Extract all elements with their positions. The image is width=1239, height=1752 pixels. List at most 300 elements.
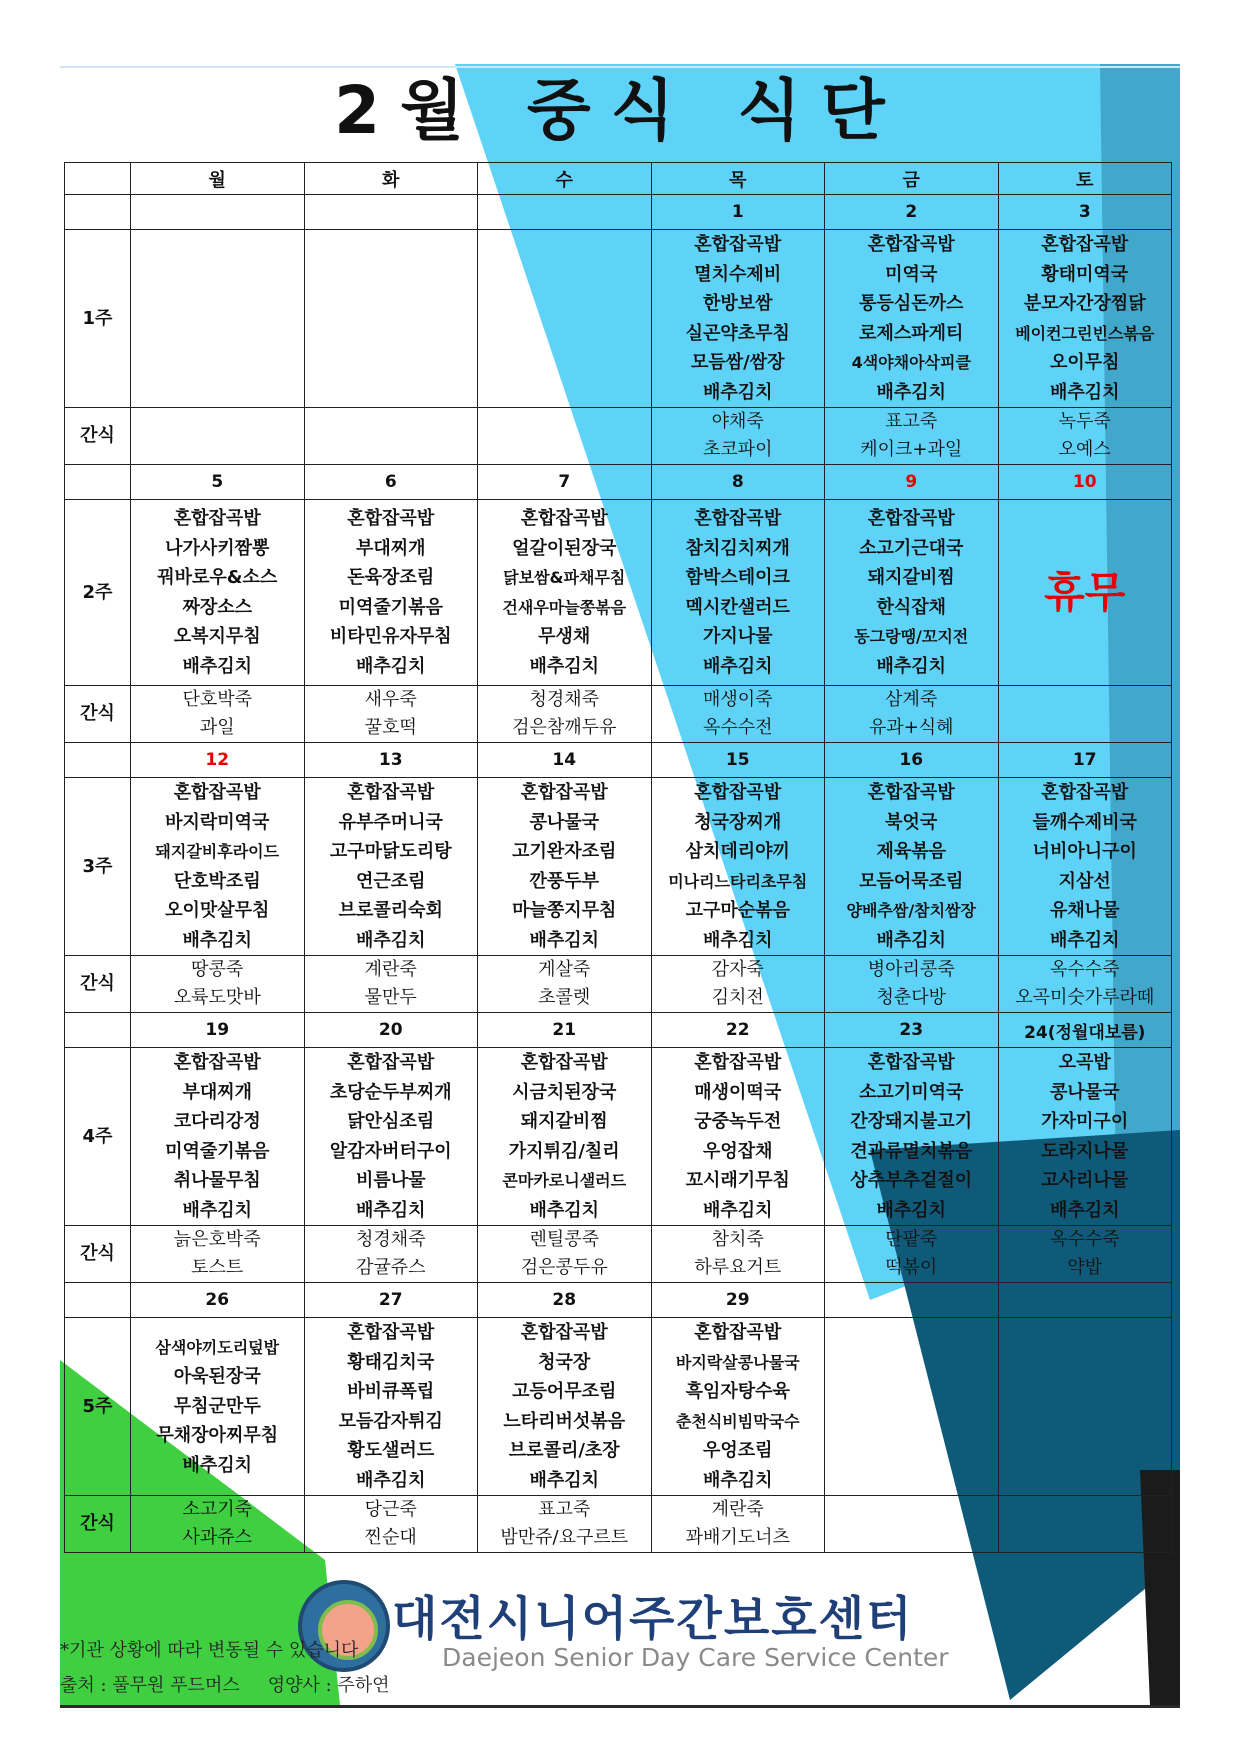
menu-item: 혼합잡곡밥 — [1041, 782, 1129, 803]
menu-item: 오복지무침 — [173, 626, 261, 647]
menu-item: 꿔바로우&소스 — [157, 567, 278, 588]
snack-item: 오륙도맛바 — [173, 987, 261, 1008]
menu-item: 유부주머니국 — [338, 811, 443, 833]
snack-item: 단팥죽 — [885, 1229, 938, 1250]
date-cell: 22 — [651, 1013, 825, 1048]
menu-item: 로제스파게티 — [859, 322, 964, 344]
meal-cell — [478, 230, 652, 408]
holiday-label: 휴무 — [1044, 567, 1126, 617]
snack-item: 참치죽 — [711, 1229, 764, 1250]
snack-cell — [478, 408, 652, 465]
menu-item: 돼지갈비찜 — [520, 1111, 608, 1132]
date-cell: 3 — [998, 195, 1172, 230]
menu-item: 돼지갈비후라이드 — [155, 842, 280, 861]
menu-item: 혼합잡곡밥 — [347, 508, 435, 529]
menu-item: 닭보쌈&파채무침 — [503, 568, 626, 587]
snack-item: 감귤쥬스 — [355, 1257, 426, 1278]
menu-item: 혼합잡곡밥 — [520, 508, 608, 529]
menu-item: 취나물무침 — [173, 1170, 261, 1191]
date-cell: 5 — [131, 465, 305, 500]
meal-cell — [131, 1318, 305, 1496]
snack-item: 계란죽 — [711, 1499, 764, 1520]
day-header: 수 — [478, 163, 652, 195]
date-cell: 28 — [478, 1283, 652, 1318]
snack-cell — [998, 956, 1172, 1013]
menu-item: 배추김치 — [702, 929, 773, 951]
menu-item: 배추김치 — [1049, 929, 1120, 951]
menu-item: 혼합잡곡밥 — [173, 508, 261, 529]
menu-item: 배추김치 — [355, 655, 426, 677]
snack-cell — [825, 686, 999, 743]
menu-item: 배추김치 — [876, 929, 947, 951]
day-header: 목 — [651, 163, 825, 195]
menu-item: 지삼선 — [1058, 870, 1111, 892]
menu-item: 코다리강정 — [173, 1111, 261, 1132]
snack-item: 토스트 — [191, 1257, 244, 1278]
credits — [60, 1671, 418, 1697]
menu-item: 소고기미역국 — [859, 1081, 964, 1103]
snack-label: 간식 — [65, 686, 131, 743]
weekday-header-row — [65, 163, 1172, 195]
menu-item: 부대찌개 — [355, 537, 426, 559]
snack-label: 간식 — [65, 1226, 131, 1283]
menu-item: 한식잡채 — [876, 596, 947, 618]
snack-item: 초코파이 — [702, 439, 773, 460]
source-text: 출처 : 풀무원 푸드머스 — [60, 1675, 240, 1696]
menu-item: 상추부추겉절이 — [850, 1170, 973, 1191]
menu-item: 배추김치 — [355, 1469, 426, 1491]
date-cell: 14 — [478, 743, 652, 778]
snack-cell — [825, 956, 999, 1013]
menu-item: 알감자버터구이 — [329, 1140, 452, 1162]
snack-item: 단호박죽 — [182, 689, 253, 710]
meal-cell — [825, 778, 999, 956]
date-cell — [825, 1283, 999, 1318]
snack-item: 표고죽 — [538, 1499, 591, 1520]
meal-cell — [478, 500, 652, 686]
menu-item: 바지락미역국 — [165, 811, 270, 833]
menu-item: 함박스테이크 — [685, 567, 790, 588]
menu-item: 배추김치 — [702, 1469, 773, 1491]
menu-item: 분모자간장찜닭 — [1023, 293, 1146, 314]
menu-item: 간장돼지불고기 — [850, 1111, 973, 1132]
menu-item: 브로콜리숙회 — [338, 900, 443, 921]
meal-cell — [478, 778, 652, 956]
snack-cell — [825, 1226, 999, 1283]
snack-row — [65, 1496, 1172, 1553]
center-name-english: Daejeon Senior Day Care Service Center — [442, 1643, 949, 1672]
menu-item: 깐풍두부 — [529, 870, 600, 892]
menu-item: 고등어무조림 — [512, 1381, 617, 1402]
menu-item: 황태김치국 — [347, 1351, 435, 1373]
menu-item: 건새우마늘쫑볶음 — [502, 597, 627, 617]
menu-item: 미역국 — [885, 263, 938, 285]
menu-item: 짜장소스 — [182, 596, 253, 618]
menu-item: 시금치된장국 — [512, 1081, 617, 1103]
menu-item: 삼치데리야끼 — [685, 841, 790, 862]
menu-item: 배추김치 — [182, 655, 253, 677]
date-cell: 7 — [478, 465, 652, 500]
menu-item: 혼합잡곡밥 — [520, 1322, 608, 1343]
menu-item: 멸치수제비 — [694, 263, 782, 285]
day-header: 월 — [131, 163, 305, 195]
snack-item: 땅콩죽 — [191, 959, 244, 980]
snack-item: 밤만쥬/요구르트 — [500, 1527, 629, 1548]
snack-label: 간식 — [65, 408, 131, 465]
meal-cell — [304, 1048, 478, 1226]
date-row-spacer — [65, 1283, 131, 1318]
menu-item: 혼합잡곡밥 — [867, 234, 955, 255]
menu-item: 얼갈이된장국 — [512, 537, 617, 559]
snack-cell — [478, 1226, 652, 1283]
menu-item: 청국장찌개 — [694, 811, 782, 833]
menu-item: 우엉조림 — [702, 1440, 773, 1461]
snack-cell — [304, 686, 478, 743]
menu-item: 미역줄기볶음 — [338, 596, 443, 618]
date-cell: 16 — [825, 743, 999, 778]
menu-item: 닭안심조림 — [347, 1111, 435, 1132]
snack-cell — [131, 1226, 305, 1283]
menu-item: 무채장아찌무침 — [156, 1425, 279, 1447]
menu-item: 한방보쌈 — [702, 293, 773, 314]
menu-item: 혼합잡곡밥 — [694, 1322, 782, 1343]
menu-item: 돼지갈비찜 — [867, 567, 955, 588]
snack-cell — [998, 408, 1172, 465]
date-row — [65, 743, 1172, 778]
week-label: 5주 — [65, 1318, 131, 1496]
menu-item: 궁중녹두전 — [694, 1111, 782, 1132]
snack-cell — [478, 956, 652, 1013]
meal-cell — [131, 230, 305, 408]
menu-item: 들깨수제비국 — [1032, 811, 1137, 833]
menu-item: 가지나물 — [702, 626, 773, 647]
date-row — [65, 1013, 1172, 1048]
menu-item: 고기완자조림 — [512, 841, 617, 862]
snack-cell — [825, 1496, 999, 1553]
menu-item: 모듬쌈/쌈장 — [690, 352, 785, 373]
page-title: 2월 중식 식단 — [334, 72, 905, 149]
snack-row — [65, 956, 1172, 1013]
menu-item: 삼색야끼도리덮밥 — [155, 1337, 280, 1357]
snack-item: 옥수수죽 — [1049, 959, 1120, 980]
menu-item: 배추김치 — [876, 381, 947, 403]
snack-item: 감자죽 — [711, 959, 764, 980]
menu-item: 유채나물 — [1049, 900, 1120, 921]
date-cell: 13 — [304, 743, 478, 778]
meal-cell — [651, 230, 825, 408]
snack-cell — [478, 686, 652, 743]
snack-item: 계란죽 — [364, 959, 417, 980]
menu-item: 배추김치 — [529, 655, 600, 677]
snack-cell — [304, 1226, 478, 1283]
date-cell: 20 — [304, 1013, 478, 1048]
menu-item: 브로콜리/초장 — [508, 1440, 620, 1461]
menu-item: 혼합잡곡밥 — [694, 782, 782, 803]
menu-item: 배추김치 — [876, 655, 947, 677]
menu-item: 소고기근대국 — [859, 537, 964, 559]
menu-item: 부대찌개 — [182, 1081, 253, 1103]
snack-item: 유과+식혜 — [868, 717, 954, 738]
date-cell: 10 — [998, 465, 1172, 500]
menu-item: 바비큐폭립 — [347, 1381, 435, 1402]
menu-item: 배추김치 — [876, 1199, 947, 1221]
menu-item: 연근조림 — [355, 870, 426, 892]
menu-item: 제육볶음 — [876, 841, 947, 862]
menu-table-body — [65, 163, 1172, 1553]
date-cell: 21 — [478, 1013, 652, 1048]
menu-item: 미역줄기볶음 — [165, 1140, 270, 1162]
meal-cell — [304, 1318, 478, 1496]
menu-item: 우엉잡채 — [702, 1140, 773, 1162]
snack-cell — [131, 1496, 305, 1553]
date-cell: 12 — [131, 743, 305, 778]
meal-cell — [131, 1048, 305, 1226]
menu-item: 4색야채아삭피클 — [851, 353, 971, 372]
menu-item: 양배추쌈/참치쌈장 — [846, 901, 976, 920]
day-header: 화 — [304, 163, 478, 195]
date-cell — [304, 195, 478, 230]
snack-cell — [651, 1496, 825, 1553]
menu-item: 가지튀김/칠리 — [508, 1140, 620, 1162]
menu-item: 단호박조림 — [173, 870, 261, 892]
snack-cell — [825, 408, 999, 465]
menu-item: 배추김치 — [182, 1199, 253, 1221]
menu-item: 혼합잡곡밥 — [347, 782, 435, 803]
notice-text: *기관 상황에 따라 변동될 수 있습니다 — [60, 1640, 359, 1661]
date-row-spacer — [65, 743, 131, 778]
date-cell: 17 — [998, 743, 1172, 778]
menu-item: 배추김치 — [1049, 381, 1120, 403]
snack-row — [65, 408, 1172, 465]
meal-cell — [478, 1318, 652, 1496]
menu-item: 아욱된장국 — [173, 1366, 261, 1388]
menu-item: 고사리나물 — [1041, 1170, 1129, 1191]
snack-item: 새우죽 — [364, 689, 417, 710]
meal-cell — [304, 230, 478, 408]
date-cell: 27 — [304, 1283, 478, 1318]
snack-label: 간식 — [65, 956, 131, 1013]
snack-item: 오곡미숫가루라떼 — [1015, 987, 1155, 1008]
date-row — [65, 1283, 1172, 1318]
meal-row — [65, 778, 1172, 956]
snack-cell — [131, 956, 305, 1013]
snack-item: 약밥 — [1067, 1257, 1103, 1278]
meal-cell — [998, 1318, 1172, 1496]
menu-item: 모듬어묵조림 — [859, 870, 964, 892]
menu-item: 혼합잡곡밥 — [867, 782, 955, 803]
menu-item: 청국장 — [538, 1351, 591, 1373]
meal-row — [65, 1048, 1172, 1226]
snack-item: 늙은호박죽 — [173, 1229, 261, 1250]
menu-item: 무생채 — [538, 626, 591, 647]
menu-item: 혼합잡곡밥 — [1041, 234, 1129, 255]
week-label: 1주 — [65, 230, 131, 408]
menu-item: 혼합잡곡밥 — [867, 508, 955, 529]
menu-item: 춘천식비빔막국수 — [675, 1411, 800, 1431]
menu-item: 배추김치 — [529, 1469, 600, 1491]
snack-item: 게살죽 — [538, 959, 591, 980]
date-cell: 1 — [651, 195, 825, 230]
snack-item: 물만두 — [364, 987, 417, 1008]
snack-item: 야채죽 — [711, 411, 764, 432]
menu-table — [64, 162, 1172, 1553]
menu-item: 나가사키짬뽕 — [165, 537, 270, 559]
snack-item: 검은참깨두유 — [512, 717, 617, 738]
snack-item: 소고기죽 — [182, 1499, 253, 1520]
snack-item: 청경채죽 — [355, 1229, 426, 1250]
snack-cell — [304, 1496, 478, 1553]
snack-item: 검은콩두유 — [520, 1257, 608, 1278]
menu-item: 배추김치 — [529, 1199, 600, 1221]
menu-item: 혼합잡곡밥 — [694, 508, 782, 529]
snack-row — [65, 1226, 1172, 1283]
menu-item: 초당순두부찌개 — [329, 1081, 452, 1103]
date-row-spacer — [65, 1013, 131, 1048]
meal-cell — [998, 778, 1172, 956]
snack-item: 옥수수죽 — [1049, 1229, 1120, 1250]
menu-item: 배추김치 — [355, 1199, 426, 1221]
meal-row — [65, 230, 1172, 408]
date-cell: 29 — [651, 1283, 825, 1318]
menu-item: 비타민유자무침 — [329, 626, 452, 647]
menu-item: 꼬시래기무침 — [685, 1170, 790, 1191]
meal-cell — [304, 778, 478, 956]
menu-item: 가자미구이 — [1041, 1111, 1129, 1132]
menu-item: 멕시칸샐러드 — [685, 596, 790, 618]
menu-item: 혼합잡곡밥 — [694, 234, 782, 255]
snack-item: 초콜렛 — [538, 987, 591, 1008]
date-cell: 2 — [825, 195, 999, 230]
menu-item: 황도샐러드 — [347, 1440, 435, 1461]
menu-item: 혼합잡곡밥 — [694, 1052, 782, 1073]
snack-label: 간식 — [65, 1496, 131, 1553]
menu-item: 도라지나물 — [1041, 1140, 1129, 1162]
date-cell: 26 — [131, 1283, 305, 1318]
menu-item: 북엇국 — [885, 811, 938, 833]
snack-cell — [651, 408, 825, 465]
menu-item: 배추김치 — [702, 655, 773, 677]
snack-item: 삼계죽 — [885, 689, 938, 710]
snack-item: 꽈배기도너츠 — [685, 1527, 790, 1548]
menu-item: 배추김치 — [702, 1199, 773, 1221]
meal-cell — [651, 500, 825, 686]
date-row — [65, 465, 1172, 500]
meal-cell — [998, 1048, 1172, 1226]
menu-item: 무침군만두 — [173, 1395, 261, 1417]
date-cell: 8 — [651, 465, 825, 500]
snack-item: 하루요거트 — [694, 1257, 782, 1278]
meal-row — [65, 1318, 1172, 1496]
week-label: 2주 — [65, 500, 131, 686]
snack-cell — [998, 1496, 1172, 1553]
menu-item: 황태미역국 — [1041, 263, 1129, 285]
date-cell: 24(정월대보름) — [998, 1013, 1172, 1048]
menu-item: 고구마순볶음 — [685, 900, 790, 921]
menu-item: 참치김치찌개 — [685, 537, 790, 559]
snack-item: 표고죽 — [885, 411, 938, 432]
menu-item: 혼합잡곡밥 — [173, 1052, 261, 1073]
menu-item: 오이맛살무침 — [165, 900, 270, 921]
date-row — [65, 195, 1172, 230]
menu-item: 혼합잡곡밥 — [173, 782, 261, 803]
week-label: 4주 — [65, 1048, 131, 1226]
meal-cell — [825, 1318, 999, 1496]
day-header: 토 — [998, 163, 1172, 195]
center-name: 대전시니어주간보호센터 — [392, 1592, 914, 1647]
menu-item: 콩나물국 — [1049, 1081, 1120, 1103]
snack-item: 병아리콩죽 — [867, 959, 955, 980]
snack-item: 매생이죽 — [702, 689, 773, 710]
menu-item: 느타리버섯볶음 — [503, 1410, 626, 1432]
snack-cell — [651, 956, 825, 1013]
date-cell: 9 — [825, 465, 999, 500]
snack-item: 청경채죽 — [529, 689, 600, 710]
meal-cell — [651, 1048, 825, 1226]
menu-item: 혼합잡곡밥 — [520, 1052, 608, 1073]
date-cell — [478, 195, 652, 230]
snack-item: 케이크+과일 — [860, 439, 963, 460]
snack-item: 녹두죽 — [1058, 411, 1111, 432]
date-cell: 23 — [825, 1013, 999, 1048]
snack-cell — [998, 1226, 1172, 1283]
nutritionist-text: 영양사 : 주하연 — [267, 1675, 390, 1696]
date-cell: 15 — [651, 743, 825, 778]
menu-item: 돈육장조림 — [347, 567, 435, 588]
day-header: 금 — [825, 163, 999, 195]
snack-cell — [304, 956, 478, 1013]
snack-cell — [651, 686, 825, 743]
snack-item: 렌틸콩죽 — [529, 1229, 600, 1250]
menu-item: 오곡밥 — [1058, 1052, 1111, 1073]
menu-item: 고구마닭도리탕 — [329, 841, 452, 862]
snack-item: 옥수수전 — [702, 717, 773, 738]
snack-row — [65, 686, 1172, 743]
snack-cell — [131, 408, 305, 465]
menu-item: 매생이떡국 — [694, 1081, 782, 1103]
snack-cell — [304, 408, 478, 465]
menu-item: 바지락살콩나물국 — [675, 1352, 800, 1372]
menu-item: 흑임자탕수육 — [685, 1381, 790, 1402]
meal-cell — [304, 500, 478, 686]
menu-item: 모듬감자튀김 — [338, 1410, 443, 1432]
snack-cell — [998, 686, 1172, 743]
menu-item: 너비아니구이 — [1032, 841, 1137, 862]
snack-item: 당근죽 — [364, 1499, 417, 1520]
snack-item: 청춘다방 — [876, 987, 947, 1008]
meal-cell — [651, 778, 825, 956]
snack-item: 과일 — [199, 717, 235, 738]
date-row-spacer — [65, 465, 131, 500]
snack-item: 김치전 — [711, 987, 764, 1008]
menu-item: 실곤약초무침 — [685, 322, 790, 344]
menu-item: 오이무침 — [1049, 352, 1120, 373]
meal-cell — [478, 1048, 652, 1226]
date-cell — [998, 1283, 1172, 1318]
bottom-rule — [60, 1705, 1180, 1708]
menu-item: 견과류멸치볶음 — [850, 1140, 973, 1162]
meal-cell — [998, 500, 1172, 686]
menu-item: 콩나물국 — [529, 811, 600, 833]
snack-item: 찐순대 — [364, 1527, 417, 1548]
week-label: 3주 — [65, 778, 131, 956]
meal-cell — [651, 1318, 825, 1496]
snack-item: 떡볶이 — [885, 1257, 938, 1278]
date-row-spacer — [65, 195, 131, 230]
menu-item: 배추김치 — [355, 929, 426, 951]
menu-item: 혼합잡곡밥 — [867, 1052, 955, 1073]
meal-cell — [998, 230, 1172, 408]
meal-cell — [825, 500, 999, 686]
